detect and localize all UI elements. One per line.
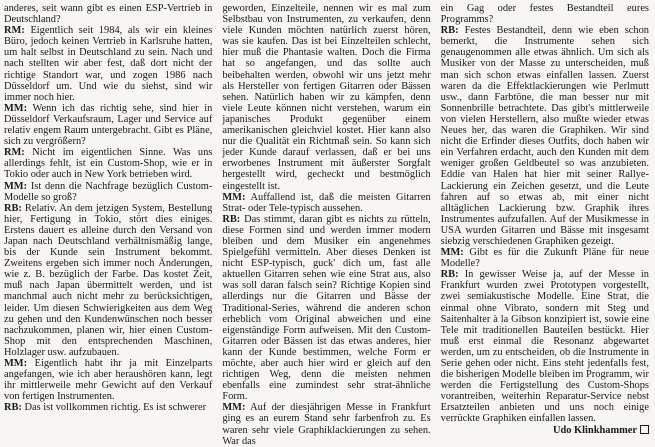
interview-paragraph: [4, 358, 212, 402]
interview-paragraph: [441, 25, 649, 247]
speaker-label: RB:: [4, 202, 22, 214]
speaker-label: MM:: [440, 247, 464, 259]
paragraph-text: Auf der diesjährigen Messe in Frankfurt ging es an eurem Stand sehr farbenfroh zu. Es waren sehr viele Graphiklackierungen zu sehen. War das: [222, 402, 431, 447]
speaker-label: MM:: [4, 180, 28, 192]
speaker-label: RB:: [4, 402, 22, 414]
interview-paragraph: [222, 3, 430, 192]
text-column-3: [440, 3, 649, 436]
speaker-label: MM:: [4, 358, 28, 369]
paragraph-text: Relativ. An dem jetzigen System, Bestellung hier, Fertigung in Tokio, stört dies einiges. Erstens dauert es alleine durch den Versand von Japan nach Deutschland verhältnismäßig lange, bis der Kunde sein Instrument bekommt. Zweitens ergeben sich immer noch Änderungen, wie z. B. bezüglich der Farbe. Das kostet Zeit, muß nach Japan übermittelt werden, und ist manchmal auch nicht mehr zu berücksichtigen, leider. Um diesen Schwierigkeiten aus dem Weg zu gehen und den Kundenwünschen noch besser nachzukommen, planen wir, hier einen Custom-Shop mit den entsprechenden Maschinen, Holzlager usw. aufzubauen.: [4, 202, 213, 358]
interview-paragraph: [222, 192, 430, 214]
interview-paragraph: [441, 3, 649, 25]
author-name: Udo Klinkhammer: [552, 424, 637, 436]
speaker-label: RM:: [4, 147, 25, 159]
paragraph-text: geworden, Einzelteile, nennen wir es mal zum Selbstbau von Instrumenten, zu verkaufen, denn viele Kunden möchten natürlich zuerst hören, was sie kaufen. Das ist bei Einzelteilen schlecht, hier muß die Phantasie walten. Doch die Firma hat so angefangen, und das sollte auch beibehalten werden, obwohl wir uns jetzt mehr als Hersteller von fertigen Gitarren oder Bässen sehen. Natürlich haben wir zu kämpfen, denn viele Leute können nicht verstehen, warum ein japanisches Produkt gegenüber einem amerikanischen gleichviel kostet. Hier kann also nur die Qualität ein Richtmaß sein. So kann sich jeder Kunde darauf verlassen, daß er bei uns erworbenes Instrument mit äußerster Sorgfalt hergestellt wird, gecheckt und bestmöglich eingestellt ist.: [222, 3, 431, 192]
paragraph-text: Das ist vollkommen richtig. Es ist schwerer: [24, 402, 207, 414]
text-column-2: [222, 3, 431, 447]
paragraph-text: Wenn ich das richtig sehe, sind hier in Düsseldorf Verkaufsraum, Lager und Service auf relativ engem Raum untergebracht. Gibt es Pläne, sich zu vergrößern?: [4, 102, 213, 148]
interview-paragraph: [4, 103, 212, 147]
interview-paragraph: [4, 3, 212, 25]
speaker-label: RM:: [4, 25, 25, 37]
interview-paragraph: [4, 147, 212, 180]
speaker-label: RB:: [440, 25, 459, 37]
end-of-article-icon: [640, 425, 649, 434]
interview-paragraph: [4, 25, 212, 103]
interview-paragraph: [4, 181, 212, 203]
paragraph-text: Eigentlich habt ihr ja mit Einzelparts angefangen, wie ich aber heraushören kann, legt ihr mittlerweile mehr Gewicht auf den Verkauf von fertigen Instrumenten.: [4, 358, 213, 403]
paragraph-text: anderes, seit wann gibt es einen ESP-Vertrieb in Deutschland?: [4, 3, 213, 26]
paragraph-text: Auffallend ist, daß die meisten Gitarren Strat- oder Tele-typisch aussehen.: [222, 191, 431, 214]
paragraph-text: ein Gag oder festes Bestandteil eures Programms?: [440, 3, 649, 26]
speaker-label: MM:: [222, 191, 246, 203]
interview-paragraph: [222, 214, 430, 403]
interview-paragraph: [441, 269, 649, 424]
author-signature: [441, 425, 649, 436]
text-column-1: [4, 3, 212, 433]
paragraph-text: Gibt es für die Zukunft Pläne für neue Modelle?: [440, 247, 649, 270]
paragraph-text: Ist denn die Nachfrage bezüglich Custom-Modelle so groß?: [4, 180, 213, 203]
interview-paragraph: [222, 402, 430, 446]
speaker-label: MM:: [222, 402, 246, 414]
paragraph-text: Festes Bestandteil, denn wie eben schon bemerkt, die Instrumente sehen sich genaugenommen alle etwas ähnlich. Um sich als Musiker von der Masse zu unterscheiden, muß man sich schon etwas einfallen lassen. Zuerst waren da die Effektlackierungen wie Perlmutt usw., dann Farbtöne, die man besser nur mit Sonnenbrille betrachtete. Das gibt's mittlerweile von vielen Herstellern, also mußte wieder etwas Neues her, das waren die Graphiken. Wir sind nicht die Erfinder dieses Outfits, doch haben wir ein Verfahren erdacht, auch den Kunden mit dem weniger großen Geldbeutel so was anzubieten. Eddie van Halen hat hier mit seiner Rallye-Lackierung ein Zeichen gesetzt, und die Leute fahren auf so etwas ab, mit einer nicht alltäglichen Lackierung bzw. Graphik ihres Instrumentes aufzufallen. Auf der Musikmesse in USA wurden Gitarren und Bässe mit insgesamt siebzig verschiedenen Graphiken gezeigt.: [440, 25, 649, 247]
paragraph-text: Das stimmt, daran gibt es nichts zu rütteln, diese Formen sind und werden immer modern bleiben und dem Musiker ein angenehmes Spielgefühl vermitteln. Aber dieses Denken ist nicht ESP-typisch, guck' dich um, fast alle aktuellen Gitarren sehen wie eine Strat aus, also was soll daran falsch sein? Richtige Kopien sind allerdings nur die Gitarren und Bässe der Traditional-Series, während die anderen schon erheblich vom Original abweichen und eine eigenständige Form aufweisen. Mit den Custom-Gitarren oder Bässen ist das etwas anderes, hier kann der Kunde bestimmen, welche Form er möchte, aber auch hier wird er gleich auf den richtigen Weg, denn die meisten nehmen ebenfalls eine zumindest sehr strat-ähnliche Form.: [222, 213, 431, 403]
paragraph-text: Nicht im eigentlichen Sinne. Was uns allerdings fehlt, ist ein Custom-Shop, wie er in Tokio oder auch in New York betrieben wird.: [4, 147, 213, 181]
speaker-label: RB:: [222, 213, 241, 225]
paragraph-text: In gewisser Weise ja, auf der Messe in Frankfurt wurden zwei Prototypen vorgestellt, zwei semiakustische Modelle. Eine Strat, die einmal ohne Vibrato, sondern mit Steg und Saitenhalter à la Gibson konzipiert ist, sowie eine Tele mit traditionellen Bauteilen bestückt. Hier muß erst einmal die Resonanz abgewartet werden, um zu entscheiden, ob die Instrumente in Serie gehen oder nicht. Eins steht jedenfalls fest, die bisherigen Modelle bleiben im Programm, wir werden die Fertigstellung des Custom-Shops vorantreiben, weiterhin Reparatur-Service nebst Ersatzteilen anbieten und uns noch einige verrückte Graphiken einfallen lassen.: [440, 269, 649, 425]
speaker-label: RB:: [440, 269, 459, 281]
speaker-label: MM:: [4, 102, 28, 114]
interview-paragraph: [441, 247, 649, 269]
interview-paragraph: [4, 203, 212, 358]
interview-paragraph: [4, 402, 212, 413]
paragraph-text: Eigentlich seit 1984, als wir ein kleines Büro, jedoch keinen Vertrieb in Karlsruhe hatten, um halt selbst in Deutschland zu sein. Nach und nach stellten wir aber fest, daß dort nicht der richtige Standort war, und zogen 1986 nach Düsseldorf um. Und wie du siehst, sind wir immer noch hier.: [4, 25, 213, 103]
